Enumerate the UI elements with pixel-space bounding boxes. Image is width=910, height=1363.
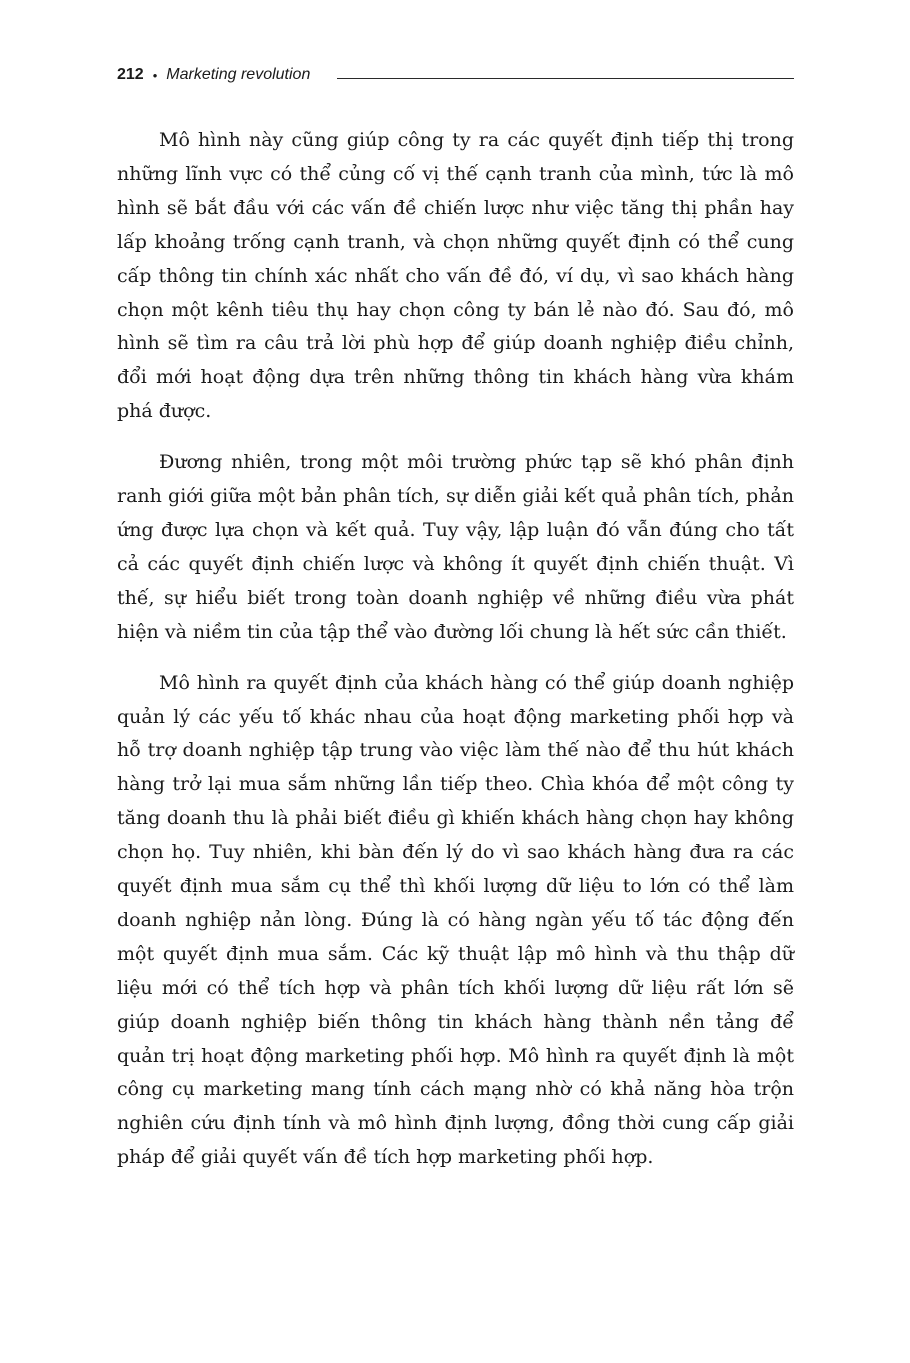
body-text [117,124,794,1192]
page-number: 212 [117,66,144,83]
header-rule [337,78,794,79]
paragraph-3: Mô hình ra quyết định của khách hàng có thể giúp doanh nghiệp quản lý các yếu tố khác nhau của hoạt động marketing phối hợp và hỗ trợ doanh nghiệp tập trung vào việc làm thế nào để thu hút khách hàng trở lại mua sắm những lần tiếp theo. Chìa khóa để một công ty tăng doanh thu là phải biết điều gì khiến khách hàng chọn hay không chọn họ. Tuy nhiên, khi bàn đến lý do vì sao khách hàng đưa ra các quyết định mua sắm cụ thể thì khối lượng dữ liệu to lớn có thể làm doanh nghiệp nản lòng. Đúng là có hàng ngàn yếu tố tác động đến một quyết định mua sắm. Các kỹ thuật lập mô hình và thu thập dữ liệu mới có thể tích hợp và phân tích khối lượng dữ liệu rất lớn sẽ giúp doanh nghiệp biến thông tin khách hàng thành nền tảng để quản trị hoạt động marketing phối hợp. Mô hình ra quyết định là một công cụ marketing mang tính cách mạng nhờ có khả năng hòa trộn nghiên cứu định tính và mô hình định lượng, đồng thời cung cấp giải pháp để giải quyết vấn đề tích hợp marketing phối hợp. [117,671,794,1169]
book-title: Marketing revolution [166,66,311,83]
header-bullet: • [152,67,158,83]
paragraph-2: Đương nhiên, trong một môi trường phức tạp sẽ khó phân định ranh giới giữa một bản phân tích, sự diễn giải kết quả phân tích, phản ứng được lựa chọn và kết quả. Tuy vậy, lập luận đó vẫn đúng cho tất cả các quyết định chiến lược và không ít quyết định chiến thuật. Vì thế, sự hiểu biết trong toàn doanh nghiệp về những điều vừa phát hiện và niềm tin của tập thể vào đường lối chung là hết sức cần thiết. [117,451,794,643]
running-header [117,64,794,86]
paragraph-1: Mô hình này cũng giúp công ty ra các quyết định tiếp thị trong những lĩnh vực có thể củng cố vị thế cạnh tranh của mình, tức là mô hình sẽ bắt đầu với các vấn đề chiến lược như việc tăng thị phần hay lấp khoảng trống cạnh tranh, và chọn những quyết định có thể cung cấp thông tin chính xác nhất cho vấn đề đó, ví dụ, vì sao khách hàng chọn một kênh tiêu thụ hay chọn công ty bán lẻ nào đó. Sau đó, mô hình sẽ tìm ra câu trả lời phù hợp để giúp doanh nghiệp điều chỉnh, đổi mới hoạt động dựa trên những thông tin khách hàng vừa khám phá được. [117,129,794,423]
